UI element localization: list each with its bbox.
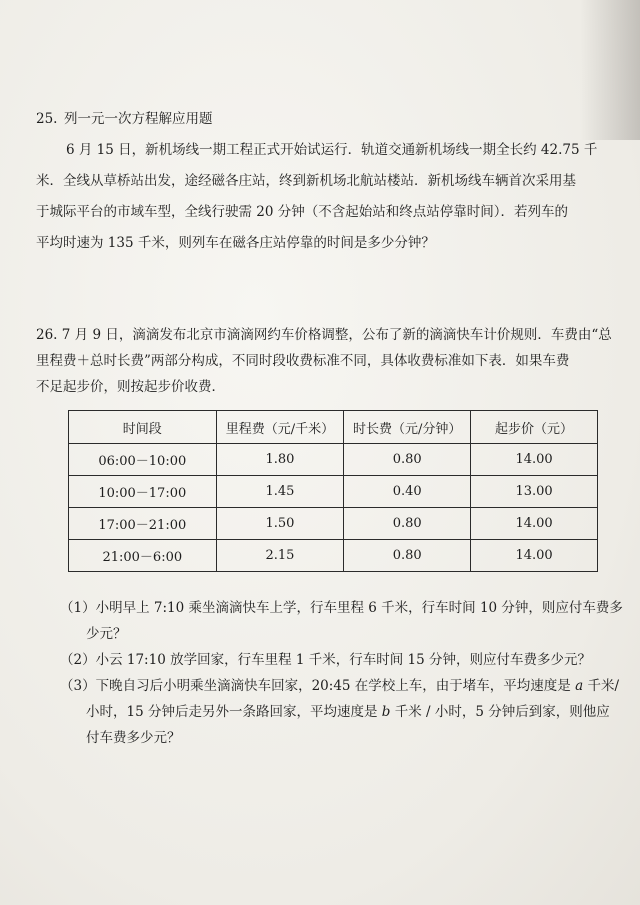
cell-time-fee: 0.80 [344, 508, 471, 540]
variable-b: b [381, 704, 391, 720]
cell-mileage-fee: 2.15 [216, 540, 344, 572]
subquestion-1-line-2: 少元？ [86, 626, 127, 642]
question-26-number: 26. [36, 327, 58, 343]
cell-time-fee: 0.80 [344, 444, 471, 476]
header-mileage-fee: 里程费（元/千米） [216, 411, 344, 444]
question-25-line-4: 平均时速为 135 千米，则列车在磁各庄站停靠的时间是多少分钟？ [36, 235, 435, 251]
header-starting-fare: 起步价（元） [471, 411, 598, 444]
fare-table-header-row [69, 411, 598, 444]
subquestion-3-text-part-4: 千米 / 小时，5 分钟后到家，则他应 [394, 704, 610, 720]
table-row [69, 476, 598, 508]
cell-starting-fare: 13.00 [471, 476, 598, 508]
question-26-intro: 7 月 9 日，滴滴发布北京市滴滴网约车价格调整，公布了新的滴滴快车计价规则．车费由“总 [61, 327, 612, 343]
question-26-subquestions [60, 595, 623, 751]
question-26 [36, 322, 616, 400]
question-26-line-2: 里程费＋总时长费”两部分构成，不同时段收费标准不同，具体收费标准如下表．如果车费 [36, 353, 570, 369]
subquestion-2-line-1: （2）小云 17:10 放学回家，行车里程 1 千米，行车时间 15 分钟，则应付车费多少元？ [60, 652, 592, 668]
cell-starting-fare: 14.00 [471, 540, 598, 572]
header-time-period: 时间段 [69, 411, 217, 444]
question-25-heading [36, 104, 616, 135]
cell-mileage-fee: 1.50 [216, 508, 344, 540]
variable-a: a [575, 678, 584, 694]
subquestion-3-text-part-3: 小时，15 分钟后走另外一条路回家，平均速度是 [86, 704, 378, 720]
cell-starting-fare: 14.00 [471, 444, 598, 476]
cell-mileage-fee: 1.45 [216, 476, 344, 508]
subquestion-3-line-3: 付车费多少元？ [86, 730, 181, 746]
subquestion-1-line-1: （1）小明早上 7:10 乘坐滴滴快车上学，行车里程 6 千米，行车时间 10 分钟，则应付车费多 [60, 600, 623, 616]
question-25-number: 25. [36, 111, 58, 127]
question-25-title: 列一元一次方程解应用题 [64, 111, 213, 127]
subquestion-3-line-1 [60, 673, 620, 699]
question-25-line-3: 于城际平台的市域车型，全线行驶需 20 分钟（不含起始站和终点站停靠时间）．若列车的 [36, 204, 569, 220]
header-time-fee: 时长费（元/分钟） [344, 411, 471, 444]
cell-time-period: 10:00－17:00 [69, 476, 217, 508]
fare-table [68, 410, 598, 572]
table-row [69, 444, 598, 476]
cell-time-period: 06:00－10:00 [69, 444, 217, 476]
cell-mileage-fee: 1.80 [216, 444, 344, 476]
question-26-line-3: 不足起步价，则按起步价收费． [36, 379, 225, 395]
question-25-line-2: 米．全线从草桥站出发，途经磁各庄站，终到新机场北航站楼站．新机场线车辆首次采用基 [36, 173, 576, 189]
table-row [69, 540, 598, 572]
question-26-line-1 [36, 322, 616, 348]
cell-time-period: 17:00－21:00 [69, 508, 217, 540]
cell-starting-fare: 14.00 [471, 508, 598, 540]
cell-time-period: 21:00－6:00 [69, 540, 217, 572]
question-25 [36, 104, 616, 259]
table-row [69, 508, 598, 540]
subquestion-3-line-2 [60, 699, 620, 725]
subquestion-3-text-part-2: 千米/ [587, 678, 620, 694]
question-25-line-1: 6 月 15 日，新机场线一期工程正式开始试运行．轨道交通新机场线一期全长约 42.75 千 [66, 142, 598, 158]
cell-time-fee: 0.40 [344, 476, 471, 508]
subquestion-3-text-part-1: （3）下晚自习后小明乘坐滴滴快车回家，20:45 在学校上车，由于堵车，平均速度是 [60, 678, 571, 694]
cell-time-fee: 0.80 [344, 540, 471, 572]
